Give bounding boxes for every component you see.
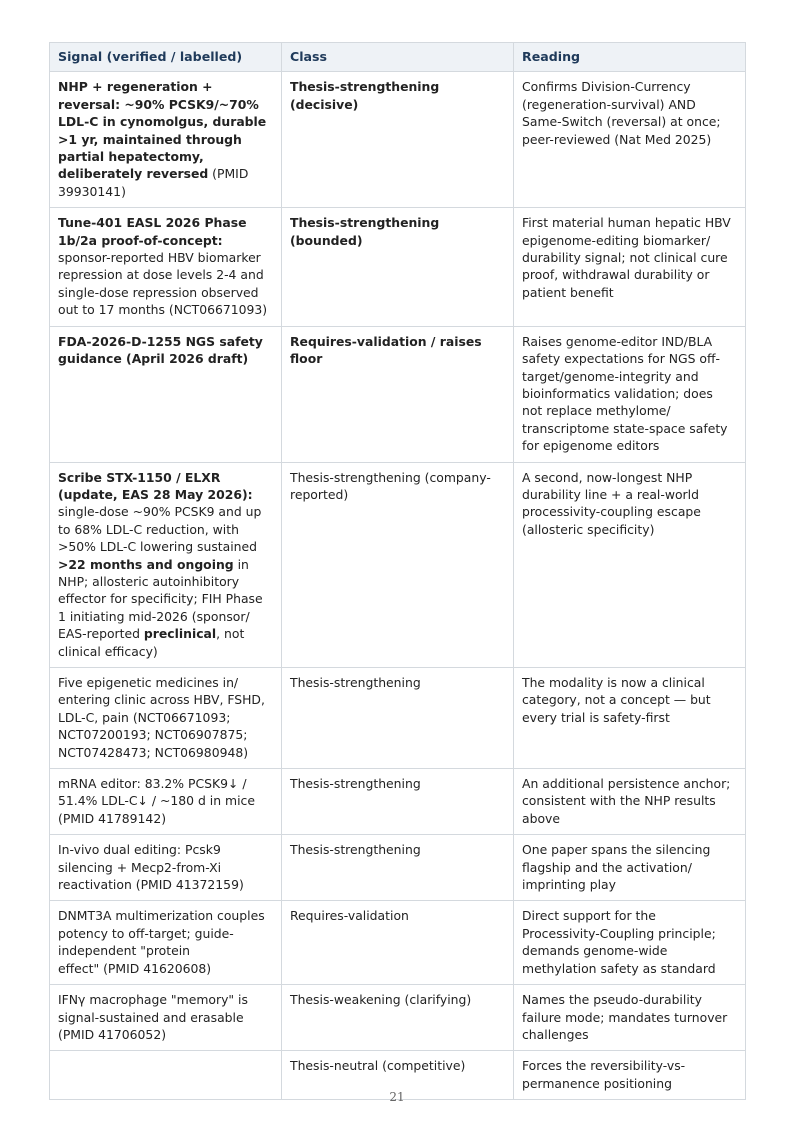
cell-class-text: Thesis-strengthening: [290, 776, 421, 792]
cell-class: [282, 985, 514, 1051]
cell-signal-text: in NHP; allosteric autoinhibitory effector for specificity; FIH Phase 1 initiating mid-2026 (sponsor/ EAS-reported: [58, 556, 263, 642]
table-row: [50, 901, 746, 985]
cell-signal: [50, 901, 282, 985]
cell-reading: [514, 769, 746, 835]
cell-reading-text: Raises genome-editor IND/BLA safety expectations for NGS off-target/genome-integrity and bioinformatics validation; does not replace methylome/ transcriptome state-space safety for epigenome editors: [522, 333, 728, 454]
cell-signal-text: single-dose ~90% PCSK9 and up to 68% LDL-C reduction, with >50% LDL-C lowering sustained: [58, 504, 262, 555]
cell-class: [282, 326, 514, 462]
cell-signal-text: DNMT3A multimerization couples potency to off-target; guide-independent "protein effect" (PMID 41620608): [58, 908, 265, 976]
cell-reading: [514, 835, 746, 901]
cell-class: [282, 769, 514, 835]
cell-signal-text: sponsor-reported HBV biomarker repression at dose levels 2-4 and single-dose repression observed out to 17 months (NCT06671093): [58, 250, 268, 318]
cell-reading-text: Direct support for the Processivity-Coupling principle; demands genome-wide methylation safety as standard: [522, 908, 716, 976]
table-row: [50, 985, 746, 1051]
cell-signal-text: Tune-401 EASL 2026 Phase 1b/2a proof-of-concept:: [58, 215, 247, 248]
cell-class-text: Thesis-strengthening (company-reported): [290, 469, 491, 502]
table-row: [50, 72, 746, 208]
signal-table: [49, 42, 746, 1100]
cell-reading-text: One paper spans the silencing flagship and the activation/ imprinting play: [522, 842, 711, 893]
cell-signal-text: , not clinical efficacy): [58, 626, 245, 659]
cell-signal-text: (PMID 39930141): [58, 166, 249, 199]
cell-signal-text: mRNA editor: 83.2% PCSK9↓ / 51.4% LDL-C↓ / ~180 d in mice (PMID 41789142): [58, 776, 255, 826]
table-row: [50, 208, 746, 326]
cell-class-text: Thesis-strengthening (decisive): [290, 79, 440, 112]
cell-reading-text: A second, now-longest NHP durability line + a real-world processivity-coupling escape (allosteric specificity): [522, 469, 701, 537]
cell-reading: [514, 462, 746, 667]
cell-signal: [50, 462, 282, 667]
cell-class-text: Thesis-strengthening: [290, 675, 421, 690]
table-row: [50, 462, 746, 667]
cell-reading-text: Forces the reversibility-vs-permanence positioning: [522, 1058, 686, 1091]
cell-reading: [514, 985, 746, 1051]
cell-signal-text: In-vivo dual editing: Pcsk9 silencing + Mecp2-from-Xi reactivation (PMID 41372159): [58, 842, 244, 893]
cell-class-text: Thesis-strengthening (bounded): [290, 215, 440, 248]
cell-signal: [50, 208, 282, 326]
cell-reading-text: First material human hepatic HBV epigenome-editing biomarker/ durability signal; not clinical cure proof, withdrawal durability or patient benefit: [522, 215, 731, 300]
cell-signal-text: Five epigenetic medicines in/ entering clinic across HBV, FSHD, LDL-C, pain (NCT06671093; NCT07200193; NCT06907875; NCT07428473; NCT06980948): [58, 675, 265, 760]
cell-signal: [50, 985, 282, 1051]
cell-reading: [514, 208, 746, 326]
cell-signal-text: FDA-2026-D-1255 NGS safety guidance (April 2026 draft): [58, 333, 263, 367]
cell-signal-text: >22 months and ongoing: [58, 556, 234, 572]
column-header-class: Class: [282, 43, 514, 72]
cell-reading: [514, 326, 746, 462]
column-header-reading: Reading: [514, 43, 746, 72]
column-header-signal: Signal (verified / labelled): [50, 43, 282, 72]
cell-signal-text: preclinical: [143, 626, 217, 642]
cell-reading-text: Names the pseudo-durability failure mode; mandates turnover challenges: [522, 992, 728, 1042]
cell-class: [282, 462, 514, 667]
page-number: 21: [389, 1090, 405, 1104]
cell-class-text: Thesis-neutral (competitive): [290, 1058, 466, 1074]
table-row: [50, 835, 746, 901]
cell-reading: [514, 668, 746, 769]
cell-reading: [514, 72, 746, 208]
table-header-row: [50, 43, 746, 72]
cell-reading-text: The modality is now a clinical category, not a concept — but every trial is safety-first: [522, 675, 711, 725]
table-row: [50, 326, 746, 462]
table-row: [50, 668, 746, 769]
cell-class-text: Requires-validation / raises floor: [290, 333, 482, 367]
cell-class: [282, 835, 514, 901]
cell-signal: [50, 668, 282, 769]
cell-signal-text: IFNγ macrophage "memory" is signal-sustained and erasable (PMID 41706052): [58, 992, 248, 1042]
cell-reading: [514, 901, 746, 985]
cell-signal: [50, 835, 282, 901]
table-body: [50, 72, 746, 1100]
cell-signal-text: NHP + regeneration + reversal: ~90% PCSK9/~70% LDL-C in cynomolgus, durable >1 yr, maintained through partial hepatectomy, deliberately reversed: [58, 79, 267, 182]
cell-class-text: Thesis-strengthening: [290, 842, 421, 858]
cell-signal-text: Scribe STX-1150 / ELXR (update, EAS 28 May 2026):: [58, 469, 253, 502]
table-row: [50, 769, 746, 835]
cell-class: [282, 72, 514, 208]
cell-class: [282, 901, 514, 985]
cell-class: [282, 668, 514, 769]
cell-class-text: Thesis-weakening (clarifying): [290, 992, 472, 1008]
cell-signal: [50, 72, 282, 208]
cell-reading-text: An additional persistence anchor; consistent with the NHP results above: [522, 776, 731, 826]
cell-signal: [50, 769, 282, 835]
cell-signal: [50, 326, 282, 462]
cell-reading-text: Confirms Division-Currency (regeneration-survival) AND Same-Switch (reversal) at once; peer-reviewed (Nat Med 2025): [522, 79, 721, 147]
signal-table-container: [49, 42, 745, 1091]
cell-class: [282, 208, 514, 326]
cell-class-text: Requires-validation: [290, 908, 409, 924]
